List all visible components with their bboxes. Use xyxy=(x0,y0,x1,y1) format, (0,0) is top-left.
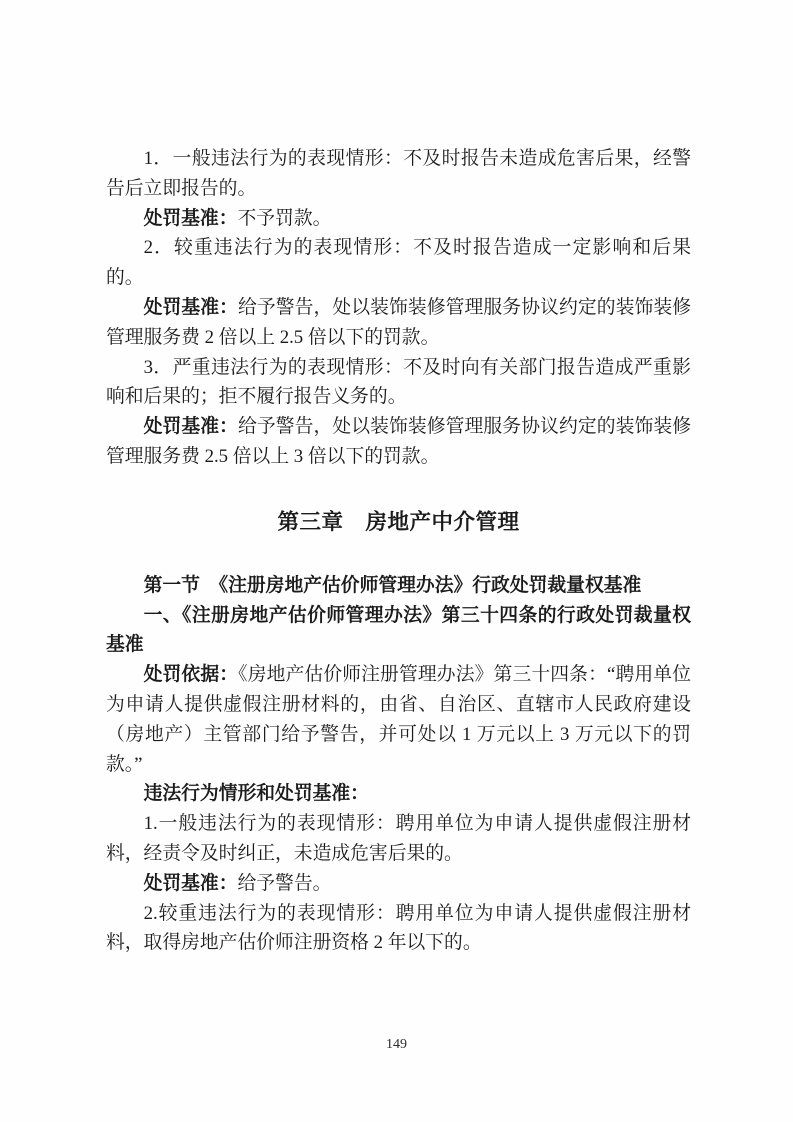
paragraph-violation-moderate: 2．较重违法行为的表现情形：不及时报告造成一定影响和后果的。 xyxy=(106,237,691,289)
penalty-standard-text: 给予警告，处以装饰装修管理服务协议约定的装饰装修管理服务费 2 倍以上 2.5 倍以下的罚款。 xyxy=(106,296,692,348)
penalty-basis-text: 《房地产估价师注册管理办法》第三十四条：“聘用单位为申请人提供虚假注册材料的，由省、自治区、直辖市人民政府建设（房地产）主管部门给予警告，并可处以 1 万元以上 3 万元以下的罚款。” xyxy=(106,664,691,775)
penalty-standard-label: 处罚基准： xyxy=(143,296,238,318)
paragraph-penalty-standard-1 xyxy=(106,204,691,234)
document-body xyxy=(106,144,691,958)
penalty-standard-text: 给予警告。 xyxy=(237,872,332,894)
penalty-standard-text: 不予罚款。 xyxy=(237,207,332,229)
penalty-basis-label: 处罚依据： xyxy=(143,664,239,686)
paragraph-article-violation-general: 1.一般违法行为的表现情形：聘用单位为申请人提供虚假注册材料，经责令及时纠正，未造成危害后果的。 xyxy=(106,813,691,864)
paragraph-article-penalty-1 xyxy=(106,869,691,899)
page-number: 149 xyxy=(386,1037,407,1052)
penalty-standard-label: 处罚基准： xyxy=(143,416,238,438)
paragraph-penalty-basis xyxy=(106,660,691,779)
penalty-standard-text: 给予警告，处以装饰装修管理服务协议约定的装饰装修管理服务费 2.5 倍以上 3 倍以下的罚款。 xyxy=(106,416,692,467)
paragraph-article-violation-moderate: 2.较重违法行为的表现情形：聘用单位为申请人提供虚假注册材料，取得房地产估价师注册资格 2 年以下的。 xyxy=(106,902,691,954)
section-heading: 第一节 《注册房地产估价师管理办法》行政处罚裁量权基准 xyxy=(143,574,642,596)
paragraph-violation-severe: 3．严重违法行为的表现情形：不及时向有关部门报告造成严重影响和后果的；拒不履行报告义务的。 xyxy=(106,356,691,408)
paragraph-penalty-standard-3 xyxy=(106,412,691,472)
paragraph-violation-general: 1．一般违法行为的表现情形：不及时报告未造成危害后果，经警告后立即报告的。 xyxy=(106,148,691,199)
criteria-heading: 违法行为情形和处罚基准： xyxy=(143,783,369,805)
penalty-standard-label: 处罚基准： xyxy=(143,872,238,894)
subsection-heading: 一、《注册房地产估价师管理办法》第三十四条的行政处罚裁量权基准 xyxy=(106,604,691,656)
paragraph-penalty-standard-2 xyxy=(106,293,691,353)
penalty-standard-label: 处罚基准： xyxy=(143,207,238,229)
chapter-heading: 第三章 房地产中介管理 xyxy=(277,509,520,534)
